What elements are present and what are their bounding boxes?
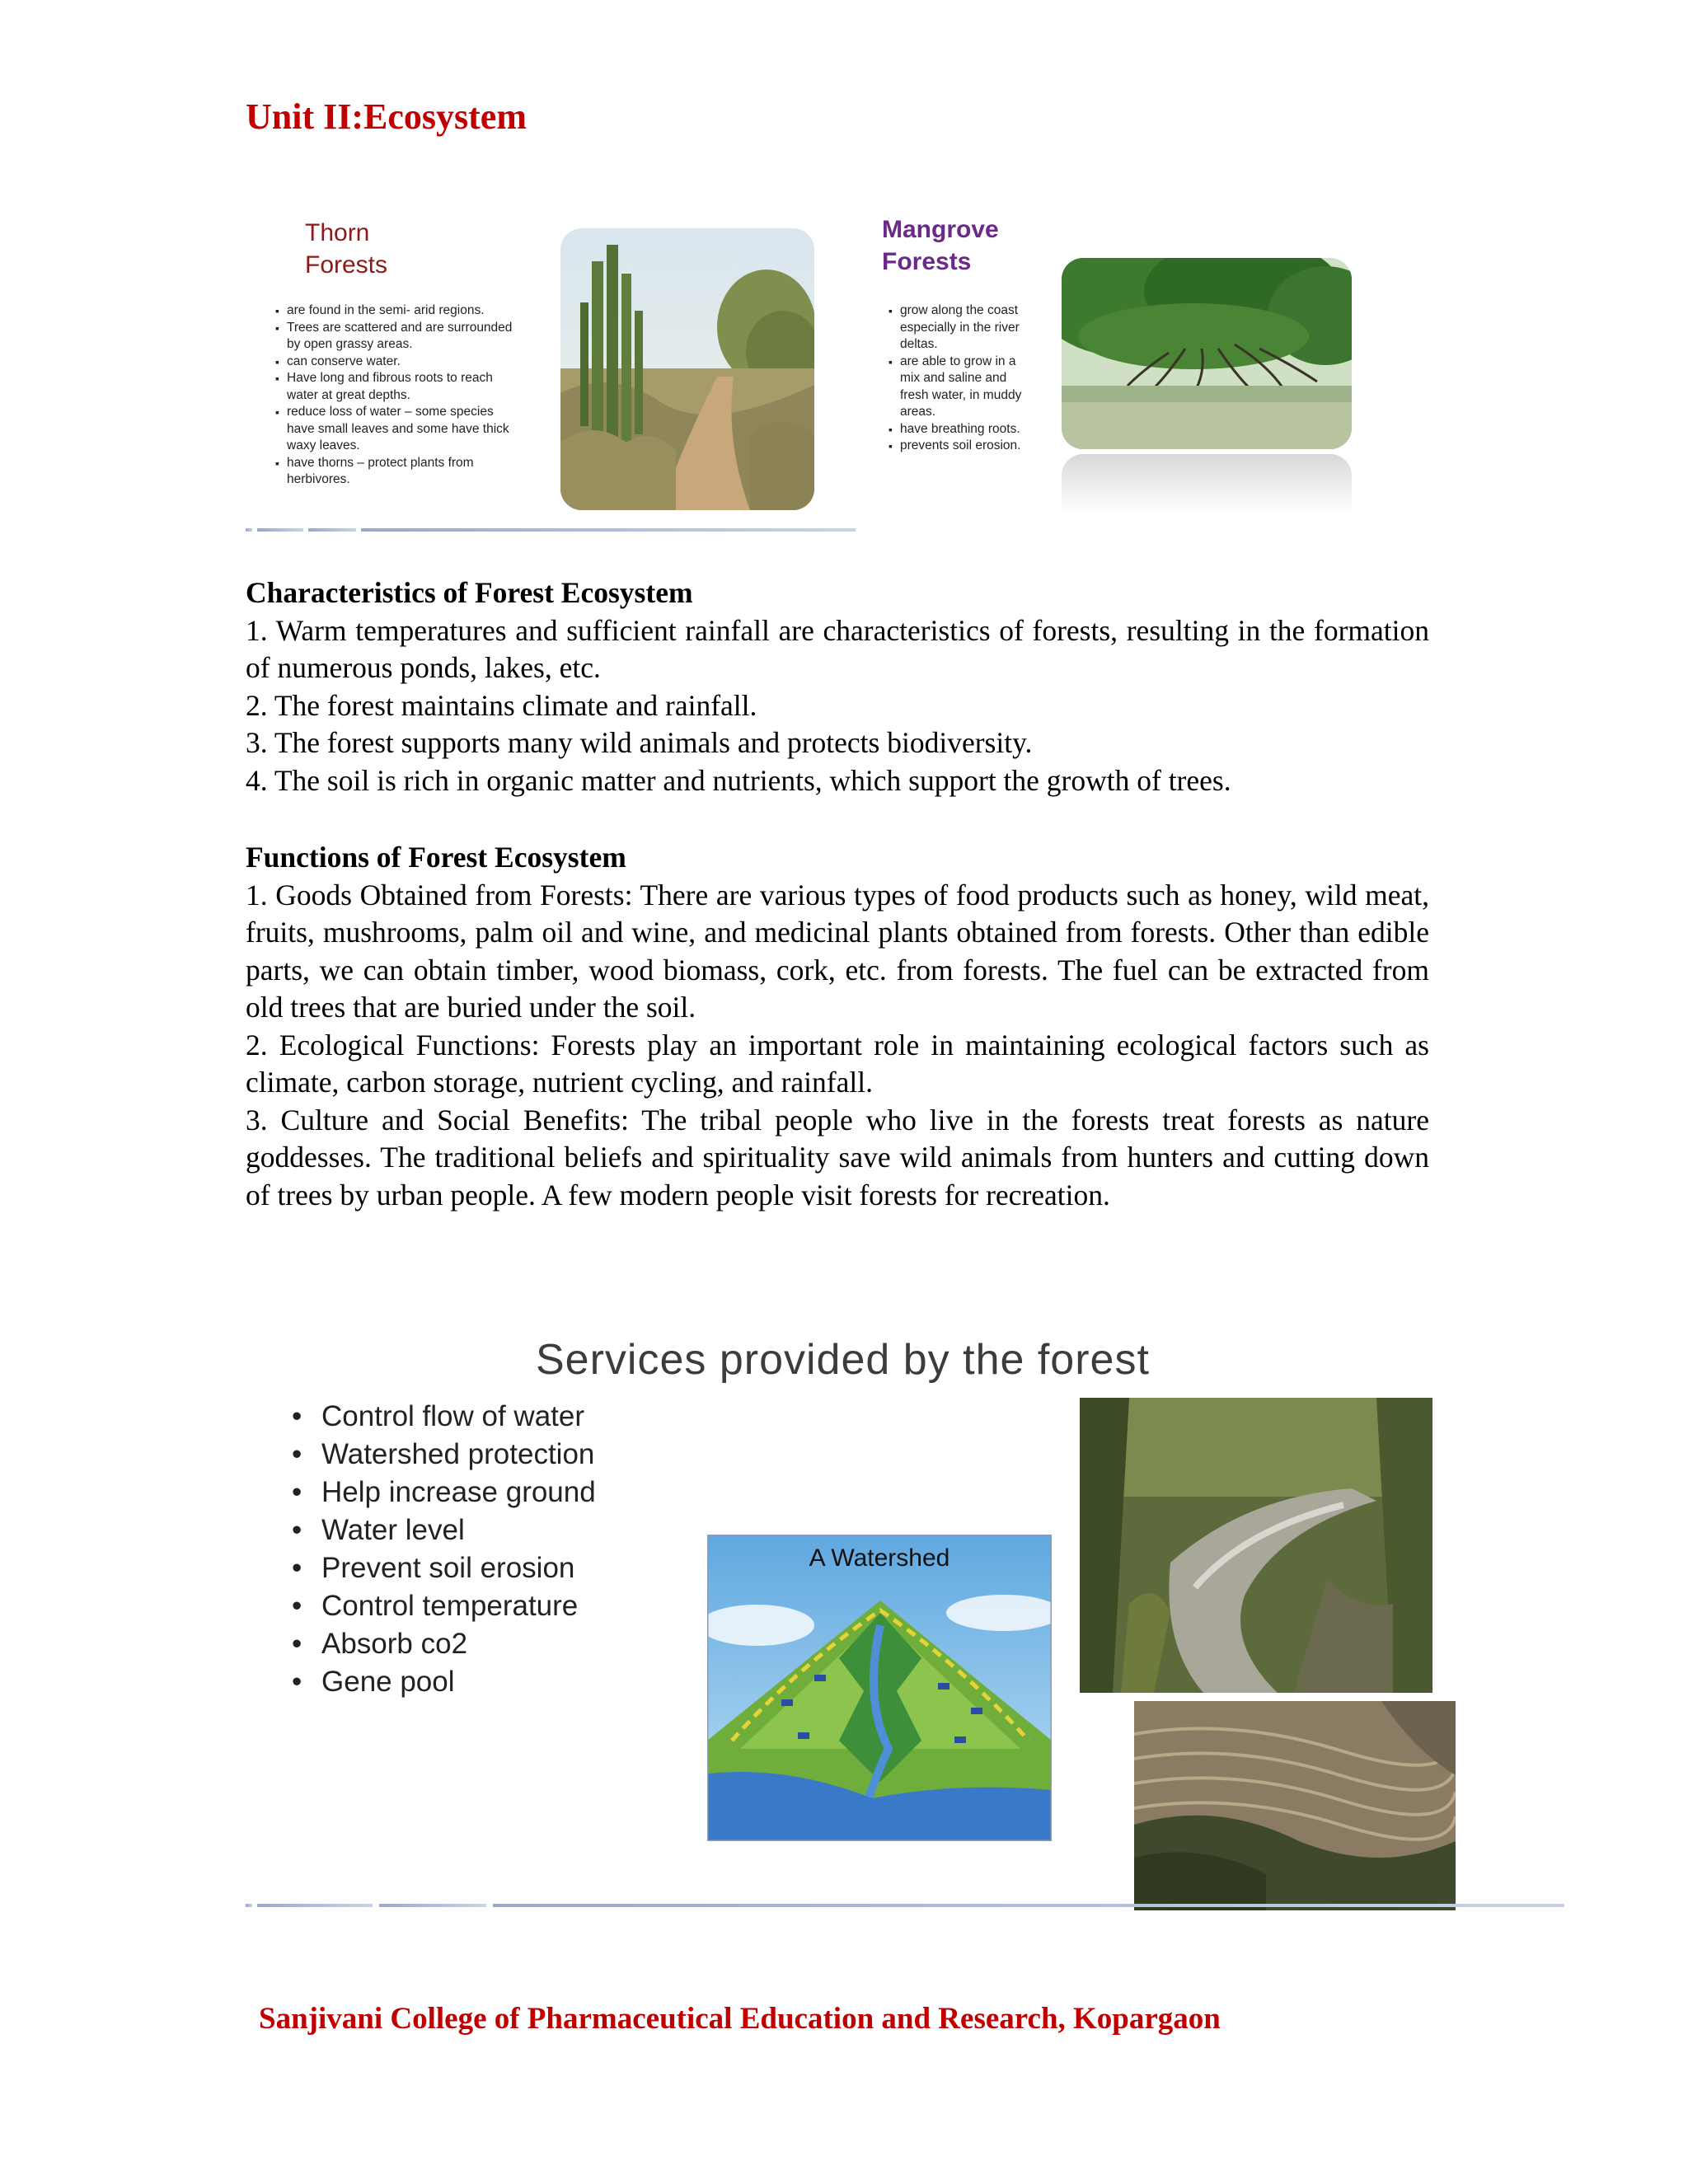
characteristics-section — [246, 574, 1429, 799]
list-item: ▪ reduce loss of water – some species have small leaves and some have thick waxy leaves. — [275, 404, 523, 455]
list-item: ▪ have breathing roots. — [889, 421, 1029, 438]
mangrove-forests-heading — [882, 213, 999, 278]
slide-divider — [379, 1904, 486, 1907]
slide-divider — [257, 1904, 373, 1907]
list-item: ▪ are able to grow in a mix and saline and fresh water, in muddy areas. — [889, 354, 1029, 421]
slide-divider — [246, 1904, 252, 1907]
thorn-forests-bullets — [275, 302, 523, 489]
page-title: Unit II:Ecosystem — [246, 96, 527, 137]
functions-item: 2. Ecological Functions: Forests play an important role in maintaining ecological factors such as climate, carbon storage, nutrient cycling, and rainfall. — [246, 1028, 1429, 1099]
mangrove-forest-photo — [1062, 258, 1352, 449]
functions-section — [246, 839, 1429, 1214]
list-item: ▪ prevents soil erosion. — [889, 438, 1029, 455]
characteristics-item: 2. The forest maintains climate and rainfall. — [246, 688, 757, 722]
mangrove-photo-reflection — [1062, 454, 1352, 512]
forest-stream-photo — [1080, 1398, 1432, 1693]
slide-divider — [246, 528, 252, 532]
functions-item: 1. Goods Obtained from Forests: There are various types of food products such as honey, wild meat, fruits, mushrooms, palm oil and wine, and medicinal plants obtained from forests. Other than edible parts, we can obtain timber, wood biomass, cork, etc. from forests. The fuel can be extracted from old trees that are buried under the soil. — [246, 878, 1429, 1024]
mangrove-heading-line1: Mangrove — [882, 216, 999, 243]
watershed-label: A Watershed — [809, 1544, 950, 1572]
mangrove-heading-line2: Forests — [882, 248, 972, 275]
list-item: • Absorb co2 — [292, 1625, 596, 1663]
forest-types-slide — [246, 210, 1367, 532]
characteristics-item: 3. The forest supports many wild animals and protects biodiversity. — [246, 726, 1033, 759]
characteristics-item: 1. Warm temperatures and sufficient rainfall are characteristics of forests, resulting in the formation of numerous ponds, lakes, etc. — [246, 613, 1429, 684]
list-item: ▪ can conserve water. — [275, 354, 523, 371]
list-item: • Watershed protection — [292, 1436, 596, 1474]
list-item: • Gene pool — [292, 1663, 596, 1701]
thorn-forests-heading — [305, 217, 387, 281]
services-bullets — [292, 1398, 596, 1701]
thorn-forest-photo — [560, 228, 814, 510]
list-item: ▪ Trees are scattered and are surrounded by open grassy areas. — [275, 320, 523, 354]
thorn-heading-line2: Forests — [305, 251, 388, 279]
list-item: ▪ have thorns – protect plants from herbivores. — [275, 455, 523, 489]
list-item: ▪ Have long and fibrous roots to reach water at great depths. — [275, 370, 523, 404]
functions-heading: Functions of Forest Ecosystem — [246, 841, 626, 874]
terrace-fields-photo — [1134, 1701, 1456, 1910]
list-item: • Help increase ground — [292, 1474, 596, 1511]
characteristics-item: 4. The soil is rich in organic matter and nutrients, which support the growth of trees. — [246, 763, 1231, 797]
list-item: • Prevent soil erosion — [292, 1549, 596, 1587]
list-item: • Water level — [292, 1511, 596, 1549]
slide-divider — [361, 528, 856, 532]
services-title: Services provided by the forest — [536, 1336, 1150, 1384]
services-slide — [246, 1310, 1564, 1937]
watershed-diagram — [707, 1535, 1052, 1841]
list-item: • Control flow of water — [292, 1398, 596, 1436]
page-footer: Sanjivani College of Pharmaceutical Education and Research, Kopargaon — [259, 2002, 1221, 2036]
slide-divider — [493, 1904, 1564, 1907]
slide-divider — [257, 528, 303, 532]
characteristics-heading: Characteristics of Forest Ecosystem — [246, 576, 693, 609]
list-item: ▪ grow along the coast especially in the river deltas. — [889, 302, 1029, 354]
functions-item: 3. Culture and Social Benefits: The tribal people who live in the forests treat forests as nature goddesses. The traditional beliefs and spirituality save wild animals from hunters and cutting down of trees by urban people. A few modern people visit forests for recreation. — [246, 1103, 1429, 1212]
mangrove-forests-bullets — [889, 302, 1029, 455]
list-item: • Control temperature — [292, 1587, 596, 1625]
thorn-heading-line1: Thorn — [305, 219, 370, 246]
list-item: ▪ are found in the semi- arid regions. — [275, 302, 523, 320]
slide-divider — [308, 528, 356, 532]
